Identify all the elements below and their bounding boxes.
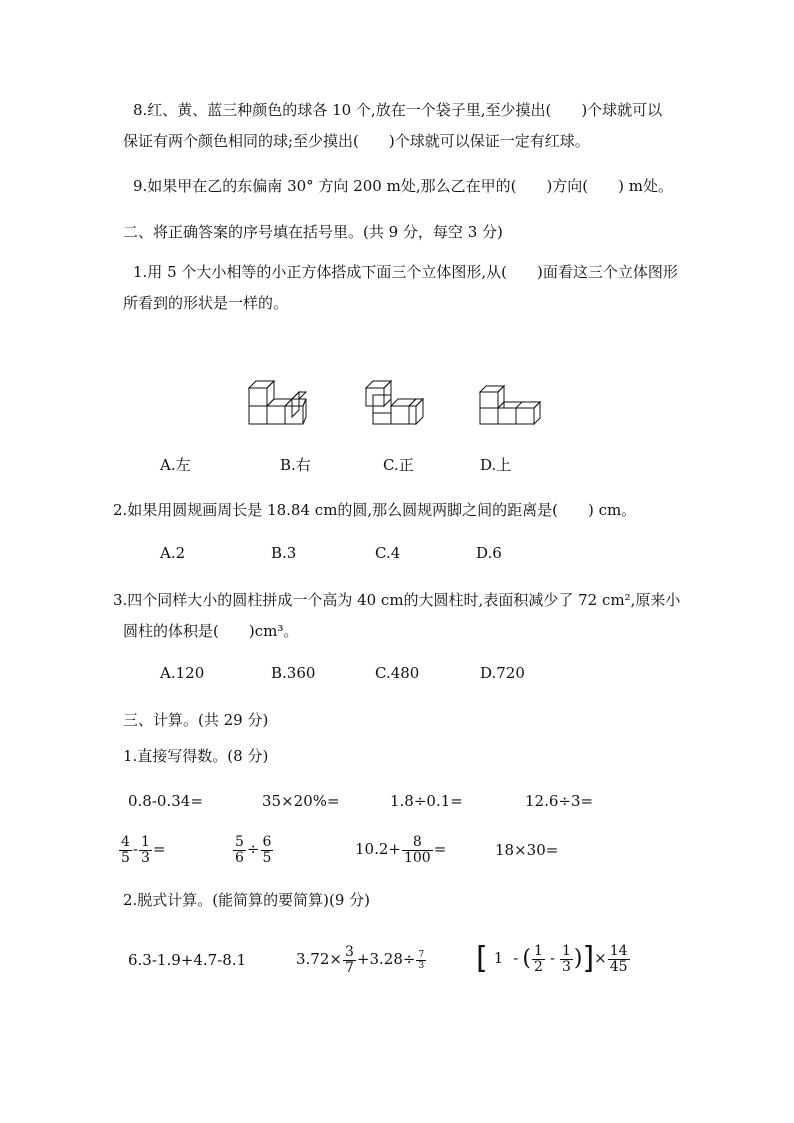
q8-line1: 8.红、黄、蓝三种颜色的球各 10 个,放在一个袋子里,至少摸出( )个球就可以 — [133, 101, 663, 119]
calc-r1-4: 12.6÷3= — [525, 792, 594, 810]
s2-q3-option-d: D.720 — [480, 664, 525, 682]
s2-q1-option-c: C.正 — [383, 456, 414, 474]
step-calc-3: [ 1 - ( $\frac{1}{2}$ - $\frac{1}{3}$ )]× $\frac{14}{45}$ — [476, 941, 628, 976]
s2-q1-option-d: D.上 — [480, 456, 512, 474]
s2-q3-option-a: A.120 — [160, 664, 205, 682]
cube-figure-2 — [364, 378, 424, 428]
s2-q2-option-a: A.2 — [160, 544, 186, 562]
step-calc-2: 3.72× $\frac{3}{7}$ +3.28÷ $\frac{7}{3}$ — [296, 943, 425, 976]
cube-figure-3 — [478, 384, 546, 428]
calc-r2-4: 18×30= — [495, 841, 559, 859]
step-calc-1: 6.3-1.9+4.7-8.1 — [128, 951, 247, 969]
s3-part2-title: 2.脱式计算。(能简算的要简算)(9 分) — [123, 891, 371, 909]
s2-q1-option-b: B.右 — [280, 456, 311, 474]
cube-figure-1 — [247, 378, 307, 428]
q8-line2: 保证有两个颜色相同的球;至少摸出( )个球就可以保证一定有红球。 — [123, 132, 590, 150]
s2-q2-line1: 2.如果用圆规画周长是 18.84 cm的圆,那么圆规两脚之间的距离是( ) cm。 — [113, 501, 637, 519]
calc-r2-1: $\frac{4}{5}$ - $\frac{1}{3}$ = — [121, 833, 166, 866]
s2-q3-line1: 3.四个同样大小的圆柱拼成一个高为 40 cm的大圆柱时,表面积减少了 72 cm²,原来小 — [113, 591, 681, 609]
calc-r2-2: $\frac{5}{6}$ ÷ $\frac{6}{5}$ — [235, 833, 272, 866]
s2-q2-option-d: D.6 — [476, 544, 502, 562]
s2-q3-option-b: B.360 — [271, 664, 316, 682]
s2-q1-line1: 1.用 5 个大小相等的小正方体搭成下面三个立体图形,从( )面看这三个立体图形 — [133, 263, 678, 281]
s2-q3-option-c: C.480 — [375, 664, 420, 682]
q9-line1: 9.如果甲在乙的东偏南 30° 方向 200 m处,那么乙在甲的( )方向( ) m处。 — [133, 177, 673, 195]
section2-title: 二、将正确答案的序号填在括号里。(共 9 分，每空 3 分) — [123, 223, 503, 241]
calc-r2-3: 10.2+ $\frac{8}{100}$ = — [355, 833, 447, 866]
s2-q2-option-b: B.3 — [271, 544, 297, 562]
calc-r1-1: 0.8-0.34= — [128, 792, 203, 810]
s2-q3-line2: 圆柱的体积是( )cm³。 — [123, 622, 299, 640]
calc-r1-2: 35×20%= — [262, 792, 340, 810]
s2-q1-line2: 所看到的形状是一样的。 — [123, 294, 289, 312]
s2-q2-option-c: C.4 — [375, 544, 401, 562]
s3-part1-title: 1.直接写得数。(8 分) — [123, 747, 269, 765]
s2-q1-option-a: A.左 — [160, 456, 191, 474]
calc-r1-3: 1.8÷0.1= — [390, 792, 463, 810]
section3-title: 三、计算。(共 29 分) — [123, 711, 269, 729]
